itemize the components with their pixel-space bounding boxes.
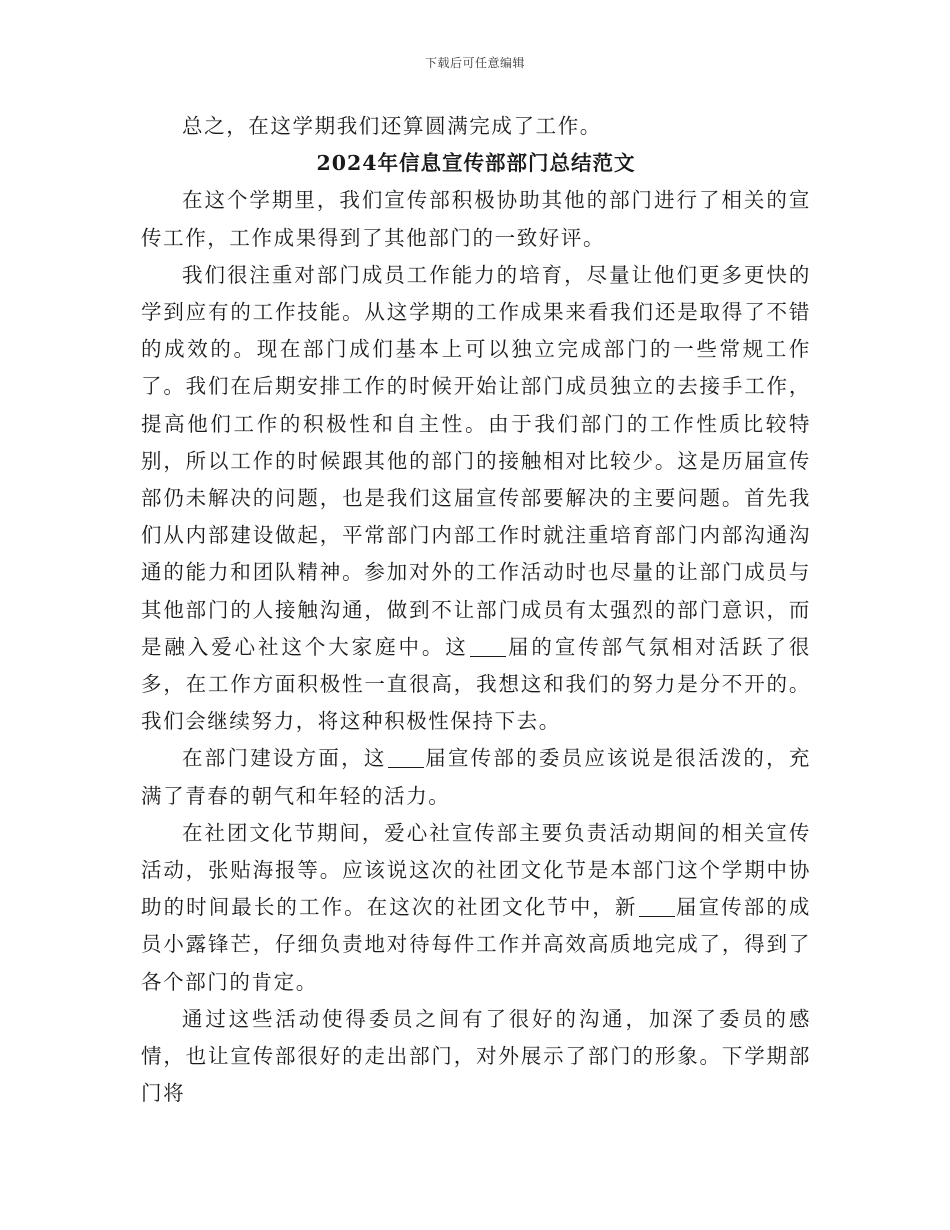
document-body [141, 108, 811, 1112]
paragraph-3 [141, 740, 811, 814]
fill-blank [639, 894, 675, 918]
paragraph-2-text-b: 届的宣传部气氛相对活跃了很多，在工作方面积极性一直很高，我想这和我们的努力是分不开的。我们会继续努力，将这种积极性保持下去。 [141, 634, 811, 734]
intro-paragraph: 总之，在这学期我们还算圆满完成了工作。 [182, 114, 602, 138]
paragraph-3-text-a: 在部门建设方面，这 [182, 746, 387, 771]
paragraph-2 [141, 257, 811, 741]
fill-blank [388, 745, 424, 769]
paragraph-3-text-b: 届宣传部的委员应该说是很活泼的，充满了青春的朝气和年轻的活力。 [141, 746, 811, 808]
fill-blank [470, 633, 506, 657]
paragraph-5: 通过这些活动使得委员之间有了很好的沟通，加深了委员的感情，也让宣传部很好的走出部门，对外展示了部门的形象。下学期部门将 [141, 1006, 811, 1106]
paragraph-1: 在这个学期里，我们宣传部积极协助其他的部门进行了相关的宣传工作，工作成果得到了其他部门的一致好评。 [141, 188, 811, 250]
paragraph-4-text-b: 届宣传部的成员小露锋芒，仔细负责地对待每件工作并高效高质地完成了，得到了各个部门的肯定。 [141, 895, 811, 994]
header-note: 下载后可任意编辑 [424, 56, 525, 70]
paragraph-4 [141, 815, 811, 1001]
paragraph-2-text-a: 我们很注重对部门成员工作能力的培育，尽量让他们更多更快的学到应有的工作技能。从这学期的工作成果来看我们还是取得了不错的成效的。现在部门成们基本上可以独立完成部门的一些常规工作了。我们在后期安排工作的时候开始让部门成员独立的去接手工作，提高他们工作的积极性和自主性。由于我们部门的工作性质比较特别，所以工作的时候跟其他的部门的接触相对比较少。这是历届宣传部仍未解决的问题，也是我们这届宣传部要解决的主要问题。首先我们从内部建设做起，平常部门内部工作时就注重培育部门内部沟通沟通的能力和团队精神。参加对外的工作活动时也尽量的让部门成员与其他部门的人接触沟通，做到不让部门成员有太强烈的部门意识，而是融入爱心社这个大家庭中。这 [141, 262, 811, 659]
paragraph-4-text-a: 在社团文化节期间，爱心社宣传部主要负责活动期间的相关宣传活动，张贴海报等。应该说这次的社团文化节是本部门这个学期中协助的时间最长的工作。在这次的社团文化节中，新 [141, 820, 811, 920]
document-title: 2024年信息宣传部部门总结范文 [316, 151, 636, 176]
